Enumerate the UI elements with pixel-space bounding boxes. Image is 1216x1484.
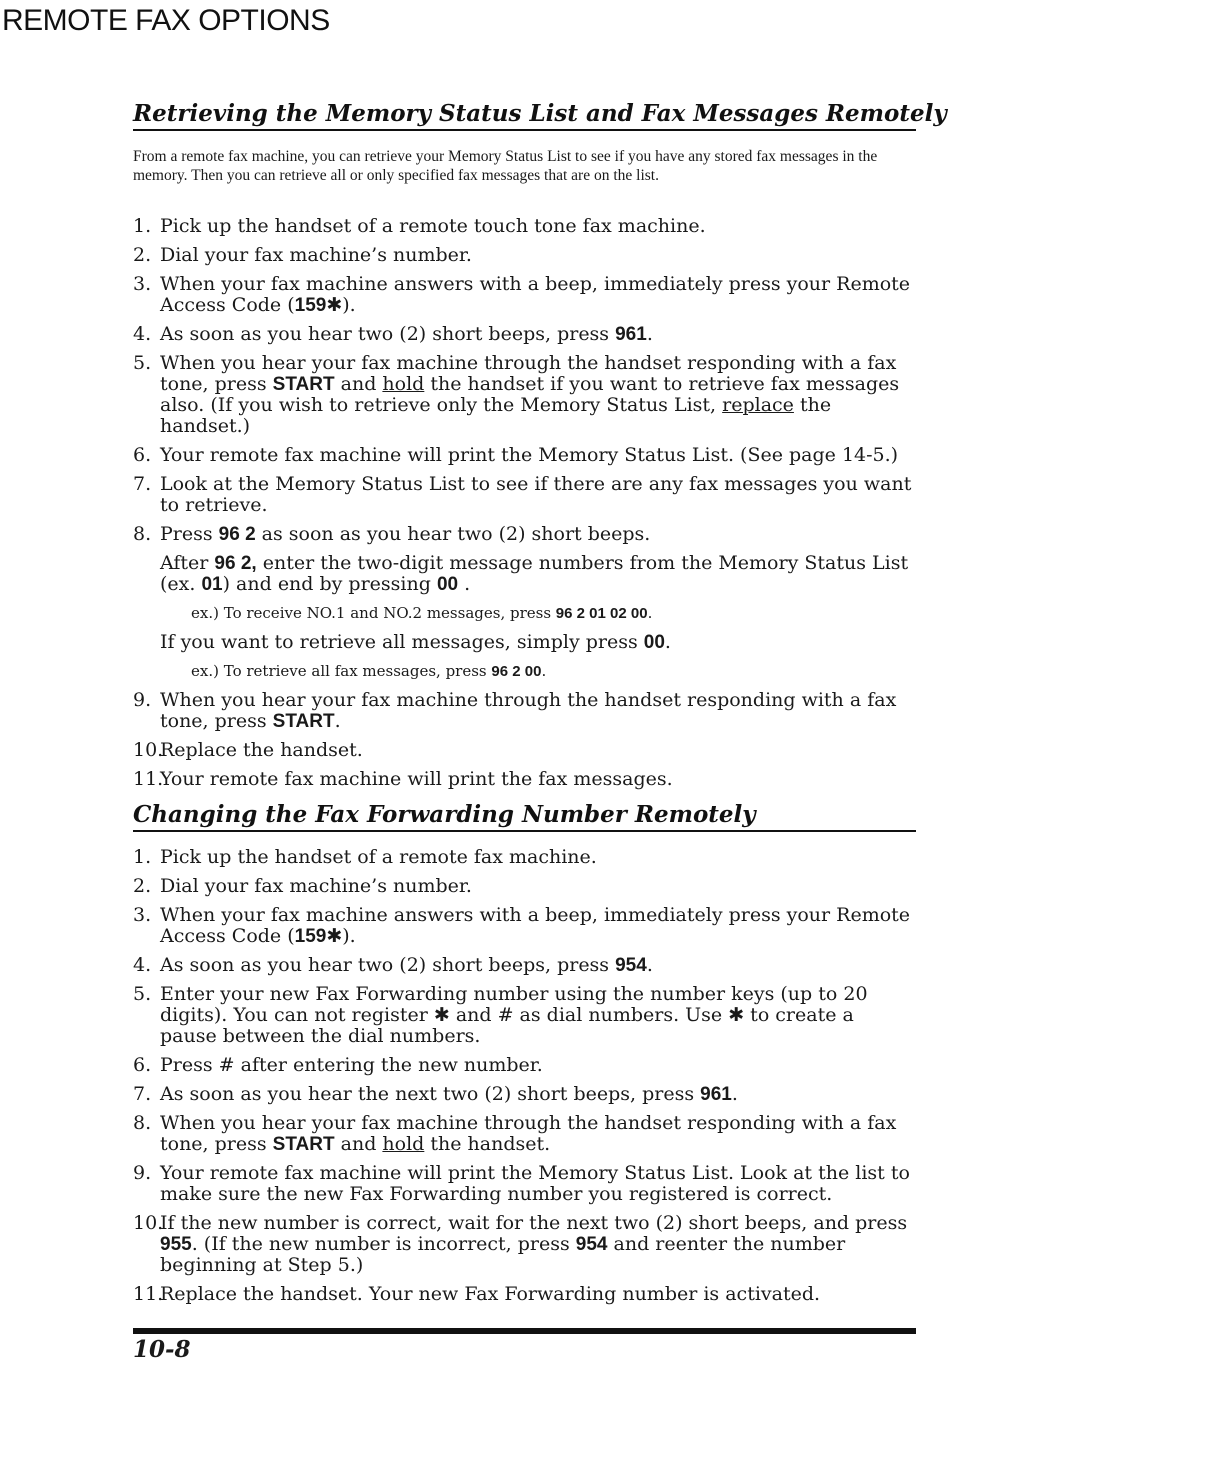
page-number: 10-8 <box>133 1336 191 1363</box>
list-item: 9. Your remote fax machine will print the Memory Status List. Look at the list to make sure the new Fax Forwarding number you registered is correct. <box>133 1162 910 1205</box>
retrieve-steps-list <box>133 216 916 798</box>
list-item: 5. Enter your new Fax Forwarding number using the number keys (up to 20 digits). You can not register ✱ and # as dial numbers. Use ✱ to create a pause between the dial numbers. <box>133 983 868 1047</box>
list-item: 9. When you hear your fax machine through the handset responding with a fax tone, press START. <box>133 689 897 732</box>
footer-rule <box>133 1328 916 1334</box>
list-item: 4. As soon as you hear two (2) short beeps, press 961. <box>133 323 653 345</box>
list-item: 10. If the new number is correct, wait for the next two (2) short beeps, and press 955. (If the new number is incorrect, press 954 and reenter the number beginning at Step 5.) <box>133 1212 908 1276</box>
list-item: 10. Replace the handset. <box>133 739 363 761</box>
list-item: 5. When you hear your fax machine through the handset responding with a fax tone, press START and hold the handset if you want to retrieve fax messages also. (If you wish to retrieve only the Memory Status List, replace the handset.) <box>133 352 900 437</box>
list-item: 8. When you hear your fax machine through the handset responding with a fax tone, press START and hold the handset. <box>133 1112 897 1155</box>
list-item: 6. Press # after entering the new number. <box>133 1054 543 1076</box>
list-item: 4. As soon as you hear two (2) short beeps, press 954. <box>133 954 653 976</box>
list-item: 11. Replace the handset. Your new Fax Forwarding number is activated. <box>133 1283 821 1305</box>
section-title-retrieving: Retrieving the Memory Status List and Fax Messages Remotely <box>133 100 916 131</box>
list-item: 1. Pick up the handset of a remote touch tone fax machine. <box>133 215 706 237</box>
list-item: 2. Dial your fax machine’s number. <box>133 875 472 897</box>
list-item: 1. Pick up the handset of a remote fax machine. <box>133 846 597 868</box>
list-item: 7. Look at the Memory Status List to see if there are any fax messages you want to retrieve. <box>133 473 912 516</box>
list-item: 11. Your remote fax machine will print the fax messages. <box>133 768 673 790</box>
step-detail: After 96 2, enter the two-digit message numbers from the Memory Status List (ex. 01) and end by pressing 00 . <box>160 552 909 595</box>
example-line: ex.) To retrieve all fax messages, press 96 2 00. <box>191 662 547 680</box>
list-item: 7. As soon as you hear the next two (2) short beeps, press 961. <box>133 1083 738 1105</box>
intro-paragraph: From a remote fax machine, you can retrieve your Memory Status List to see if you have any stored fax messages in the memory. Then you can retrieve all or only specified fax messages that are on the list. <box>133 148 878 184</box>
list-item: 3. When your fax machine answers with a beep, immediately press your Remote Access Code (159✱). <box>133 904 911 947</box>
example-line: ex.) To receive NO.1 and NO.2 messages, press 96 2 01 02 00. <box>191 604 653 622</box>
list-item: 3. When your fax machine answers with a beep, immediately press your Remote Access Code (159✱). <box>133 273 911 316</box>
step-detail: If you want to retrieve all messages, simply press 00. <box>160 631 671 653</box>
list-item: 2. Dial your fax machine’s number. <box>133 244 472 266</box>
page-header: REMOTE FAX OPTIONS <box>2 4 330 37</box>
section-title-changing: Changing the Fax Forwarding Number Remotely <box>133 801 916 832</box>
list-item: 8. Press 96 2 as soon as you hear two (2) short beeps. <box>133 523 651 545</box>
list-item: 6. Your remote fax machine will print the Memory Status List. (See page 14-5.) <box>133 444 899 466</box>
forwarding-steps-list <box>133 847 916 1313</box>
